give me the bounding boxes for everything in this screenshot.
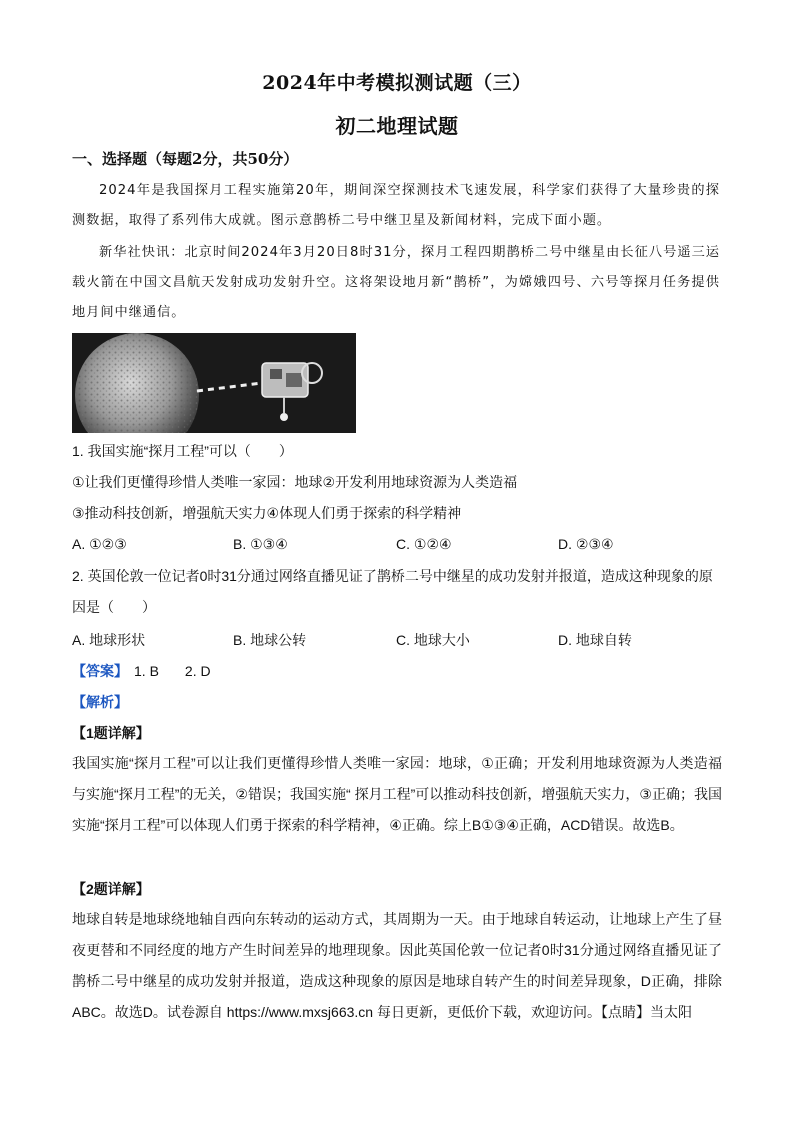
detail1-tag: 【1题详解】: [72, 725, 150, 741]
exam-title: 2024年中考模拟测试题（三）: [262, 72, 532, 94]
answer-line: [72, 661, 211, 681]
q2-option-b: B. 地球公转: [233, 632, 307, 648]
exam-subtitle: 初二地理试题: [335, 114, 459, 138]
detail2-tag: 【2题详解】: [72, 881, 150, 897]
q1-option-a: A. ①②③: [72, 536, 127, 552]
answer-1: 1. B: [134, 663, 159, 679]
q1-stem: 1. 我国实施“探月工程”可以（ ）: [72, 443, 293, 459]
answer-2: 2. D: [184, 663, 211, 679]
news-paragraph: 新华社快讯：北京时间2024年3月20日8时31分，探月工程四期鹊桥二号中继星由长征八号遥三运载火箭在中国文昌航天发射成功发射升空。这将架设地月新“鹊桥”，为嫦娥四号、六号等探月任务提供地月间中继通信。: [72, 245, 720, 320]
moon-relay-satellite-image: [72, 333, 356, 433]
q1-option-c: C. ①②④: [396, 536, 452, 552]
q1-option-b: B. ①③④: [233, 536, 288, 552]
q1-statements-2: ③推动科技创新，增强航天实力④体现人们勇于探索的科学精神: [72, 505, 462, 521]
intro-paragraph: 2024年是我国探月工程实施第20年，期间深空探测技术飞速发展，科学家们获得了大量珍贵的探测数据，取得了系列伟大成就。图示意鹊桥二号中继卫星及新闻材料，完成下面小题。: [72, 183, 720, 228]
q2-option-d: D. 地球自转: [558, 632, 632, 648]
section-heading: 一、选择题（每题2分，共50分）: [72, 150, 299, 168]
moon-satellite-illustration: [72, 333, 356, 433]
detail2-text: 地球自转是地球绕地轴自西向东转动的运动方式，其周期为一天。由于地球自转运动，让地球上产生了昼夜更替和不同经度的地方产生时间差异的地理现象。因此英国伦敦一位记者0时31分通过网络直播见证了鹊桥二号中继星的成功发射并报道，造成这种现象的原因是地球自转产生的时间差异现象，D正确，排除ABC。故选D。试卷源自 https://www.mxsj663.cn 每日更新，更低价下载，欢迎访问。【点睛】当太阳: [72, 911, 722, 1020]
q2-option-a: A. 地球形状: [72, 632, 146, 648]
answer-tag: 【答案】: [72, 663, 128, 679]
q1-statements-1: ①让我们更懂得珍惜人类唯一家园：地球②开发利用地球资源为人类造福: [72, 474, 518, 490]
q1-option-d: D. ②③④: [558, 536, 614, 552]
q2-option-c: C. 地球大小: [396, 632, 470, 648]
q2-stem: 2. 英国伦敦一位记者0时31分通过网络直播见证了鹊桥二号中继星的成功发射并报道，造成这种现象的原因是（ ）: [72, 568, 713, 615]
analysis-tag: 【解析】: [72, 694, 128, 710]
detail1-text: 我国实施“探月工程”可以让我们更懂得珍惜人类唯一家园：地球，①正确；开发利用地球资源为人类造福与实施“探月工程”的无关，②错误；我国实施“ 探月工程”可以推动科技创新，增强航天实力，③正确；我国实施“探月工程”可以体现人们勇于探索的科学精神，④正确。综上B①③④正确，ACD错误。故选B。: [72, 755, 722, 833]
